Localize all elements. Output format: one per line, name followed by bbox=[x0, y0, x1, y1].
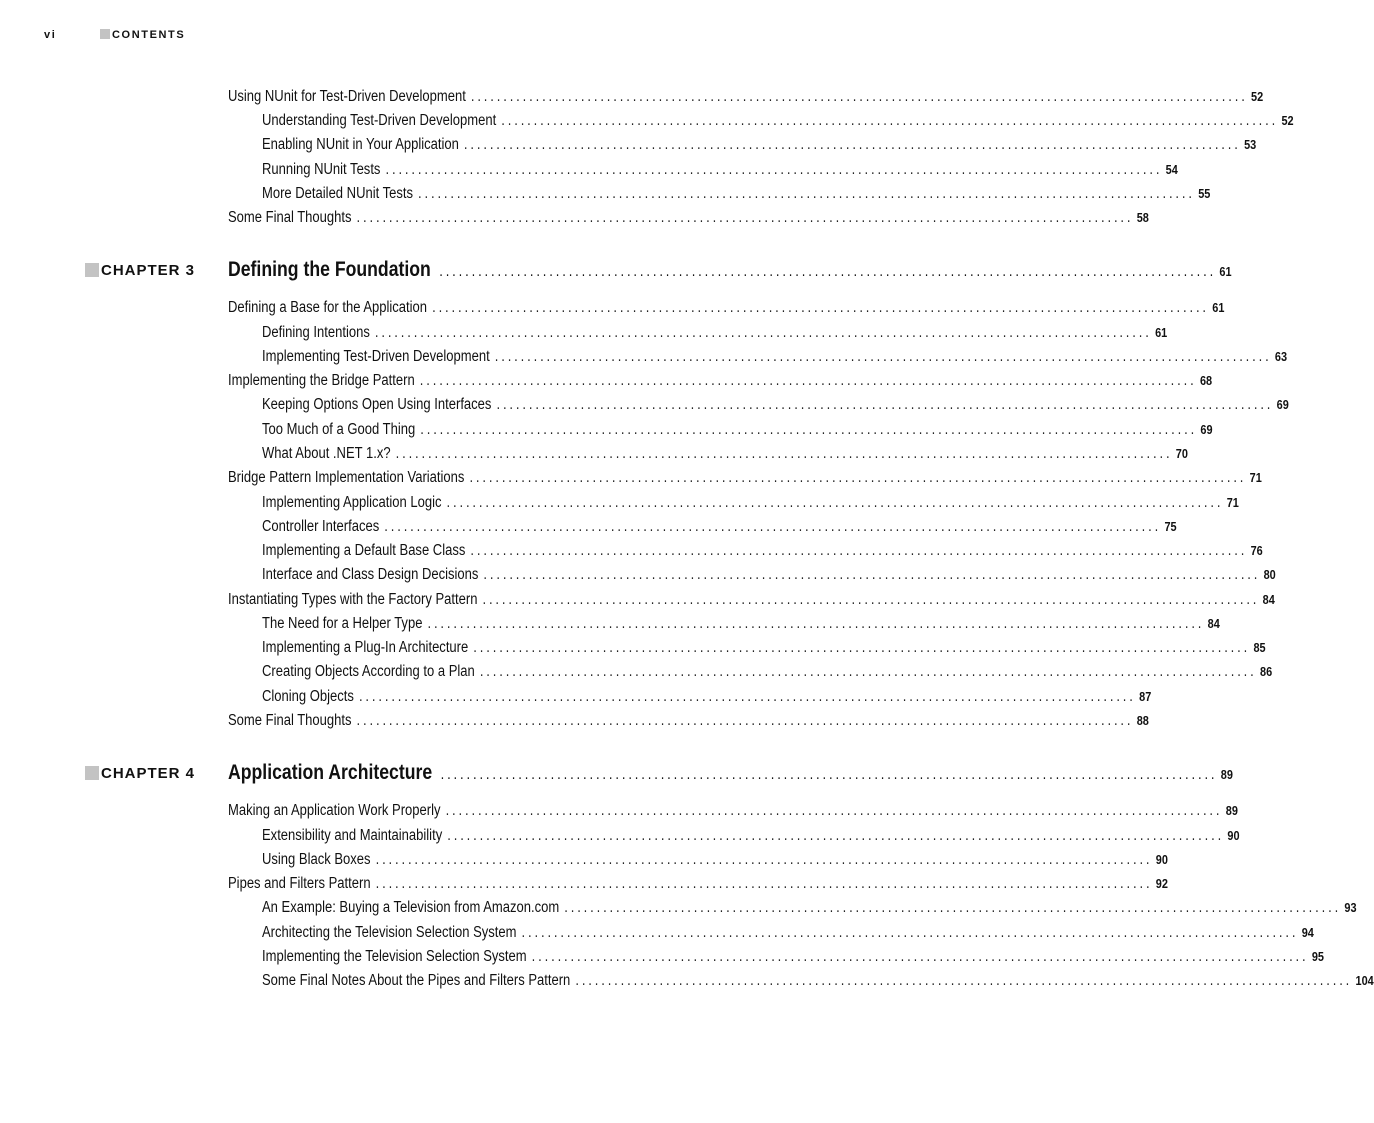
toc-entry-title: Too Much of a Good Thing bbox=[262, 421, 416, 438]
toc-entry[interactable]: Controller Interfaces ........................................................................................................................ 75 bbox=[262, 518, 1177, 535]
toc-entry-title: Using Black Boxes bbox=[262, 851, 371, 868]
toc-entry-page: 61 bbox=[1155, 325, 1168, 340]
toc-entry[interactable]: Implementing the Television Selection System ........................................................................................................................ 95 bbox=[262, 948, 1325, 965]
chapter-title: Application Architecture bbox=[228, 761, 433, 784]
toc-entry[interactable]: Using NUnit for Test-Driven Development ........................................................................................................................ 52 bbox=[228, 88, 1264, 105]
toc-entry-title: Some Final Thoughts bbox=[228, 712, 352, 729]
toc-entry[interactable]: Defining Intentions ........................................................................................................................ 61 bbox=[262, 324, 1168, 341]
chapter-title-row[interactable]: Application Architecture ........................................................................................................................ 89 bbox=[228, 761, 1233, 784]
toc-entry[interactable]: Instantiating Types with the Factory Pattern ........................................................................................................................ 84 bbox=[228, 591, 1275, 608]
running-header bbox=[44, 29, 185, 41]
toc-entry[interactable]: Understanding Test-Driven Development ........................................................................................................................ 52 bbox=[262, 112, 1294, 129]
toc-entry[interactable]: Defining a Base for the Application ........................................................................................................................ 61 bbox=[228, 299, 1225, 316]
chapter-marker-icon bbox=[85, 766, 99, 780]
toc-entry[interactable]: Interface and Class Design Decisions ........................................................................................................................ 80 bbox=[262, 566, 1276, 583]
toc-entry-title: Defining Intentions bbox=[262, 324, 370, 341]
toc-entry[interactable]: Making an Application Work Properly ........................................................................................................................ 89 bbox=[228, 802, 1238, 819]
toc-entry-page: 76 bbox=[1250, 543, 1263, 558]
toc-entry-page: 90 bbox=[1155, 852, 1168, 867]
toc-entry-title: Extensibility and Maintainability bbox=[262, 827, 443, 844]
toc-entry-page: 104 bbox=[1355, 973, 1374, 988]
toc-entry[interactable]: Architecting the Television Selection System ........................................................................................................................ 94 bbox=[262, 924, 1314, 941]
toc-entry[interactable]: The Need for a Helper Type ........................................................................................................................ 84 bbox=[262, 615, 1220, 632]
chapter-label: CHAPTER 4 bbox=[85, 765, 195, 782]
toc-entry-title: Making an Application Work Properly bbox=[228, 802, 441, 819]
toc-entry-page: 69 bbox=[1276, 397, 1289, 412]
toc-entry[interactable]: Some Final Thoughts ........................................................................................................................ 58 bbox=[228, 209, 1149, 226]
toc-entry[interactable]: Creating Objects According to a Plan ........................................................................................................................ 86 bbox=[262, 663, 1273, 680]
toc-entry-title: Architecting the Television Selection System bbox=[262, 924, 517, 941]
toc-entry[interactable]: Bridge Pattern Implementation Variations ........................................................................................................................ 71 bbox=[228, 469, 1262, 486]
section-title: CONTENTS bbox=[112, 29, 186, 41]
section-marker-icon bbox=[100, 29, 110, 39]
toc-entry-title: Some Final Thoughts bbox=[228, 209, 352, 226]
toc-entry[interactable]: Keeping Options Open Using Interfaces ........................................................................................................................ 69 bbox=[262, 396, 1289, 413]
toc-entry-page: 55 bbox=[1198, 186, 1211, 201]
toc-entry-title: An Example: Buying a Television from Amazon.com bbox=[262, 899, 560, 916]
toc-entry-page: 92 bbox=[1155, 876, 1168, 891]
toc-entry-title: Some Final Notes About the Pipes and Filters Pattern bbox=[262, 972, 571, 989]
page-folio: vi bbox=[44, 29, 57, 41]
toc-entry-page: 53 bbox=[1244, 137, 1257, 152]
chapter-label: CHAPTER 3 bbox=[85, 262, 195, 279]
chapter-title: Defining the Foundation bbox=[228, 258, 431, 281]
toc-entry[interactable]: Implementing a Plug-In Architecture ........................................................................................................................ 85 bbox=[262, 639, 1266, 656]
toc-entry-page: 90 bbox=[1227, 828, 1240, 843]
toc-entry-page: 86 bbox=[1259, 664, 1273, 679]
toc-entry-page: 68 bbox=[1199, 373, 1213, 388]
toc-entry-title: Running NUnit Tests bbox=[262, 161, 381, 178]
toc-entry-title: Defining a Base for the Application bbox=[228, 299, 428, 316]
toc-entry-title: Enabling NUnit in Your Application bbox=[262, 136, 459, 153]
toc-entry-page: 93 bbox=[1344, 900, 1357, 915]
toc-entry-page: 88 bbox=[1136, 713, 1149, 728]
toc-entry[interactable]: Too Much of a Good Thing ........................................................................................................................ 69 bbox=[262, 421, 1213, 438]
toc-entry[interactable]: Implementing Test-Driven Development ........................................................................................................................ 63 bbox=[262, 348, 1288, 365]
toc-entry-title: Implementing Test-Driven Development bbox=[262, 348, 490, 365]
toc-entry-title: Creating Objects According to a Plan bbox=[262, 663, 475, 680]
toc-entry-page: 52 bbox=[1281, 113, 1294, 128]
toc-entry-title: The Need for a Helper Type bbox=[262, 615, 423, 632]
chapter-page: 89 bbox=[1220, 767, 1233, 782]
toc-entry[interactable]: Enabling NUnit in Your Application ........................................................................................................................ 53 bbox=[262, 136, 1257, 153]
toc-entry-title: Implementing the Television Selection System bbox=[262, 948, 527, 965]
toc-entry[interactable]: Some Final Thoughts ........................................................................................................................ 88 bbox=[228, 712, 1149, 729]
toc-entry-page: 71 bbox=[1226, 495, 1239, 510]
toc-entry-title: Cloning Objects bbox=[262, 688, 354, 705]
toc-entry-title: What About .NET 1.x? bbox=[262, 445, 391, 462]
toc-entry-page: 71 bbox=[1249, 470, 1262, 485]
toc-entry[interactable]: Extensibility and Maintainability ........................................................................................................................ 90 bbox=[262, 827, 1240, 844]
toc-entry-title: Understanding Test-Driven Development bbox=[262, 112, 497, 129]
toc-entry-page: 54 bbox=[1165, 162, 1178, 177]
toc-entry-page: 80 bbox=[1263, 567, 1276, 582]
toc-entry-page: 69 bbox=[1200, 422, 1213, 437]
toc-entry-page: 84 bbox=[1262, 592, 1275, 607]
toc-entry-title: Implementing Application Logic bbox=[262, 494, 442, 511]
toc-entry[interactable]: An Example: Buying a Television from Amazon.com ........................................................................................................................ 93 bbox=[262, 899, 1357, 916]
toc-entry[interactable]: What About .NET 1.x? ........................................................................................................................ 70 bbox=[262, 445, 1188, 462]
toc-entry[interactable]: More Detailed NUnit Tests ........................................................................................................................ 55 bbox=[262, 185, 1211, 202]
toc-entry-title: Bridge Pattern Implementation Variations bbox=[228, 469, 465, 486]
toc-entry-page: 75 bbox=[1164, 519, 1177, 534]
toc-entry-page: 85 bbox=[1253, 640, 1266, 655]
toc-entry-title: Controller Interfaces bbox=[262, 518, 380, 535]
toc-entry-page: 84 bbox=[1207, 616, 1220, 631]
toc-entry[interactable]: Implementing Application Logic ........................................................................................................................ 71 bbox=[262, 494, 1239, 511]
toc-entry-page: 95 bbox=[1311, 949, 1325, 964]
toc-entry-title: Interface and Class Design Decisions bbox=[262, 566, 479, 583]
toc-entry-title: More Detailed NUnit Tests bbox=[262, 185, 414, 202]
toc-entry[interactable]: Pipes and Filters Pattern ........................................................................................................................ 92 bbox=[228, 875, 1168, 892]
toc-entry-title: Implementing the Bridge Pattern bbox=[228, 372, 415, 389]
chapter-marker-icon bbox=[85, 263, 99, 277]
toc-entry[interactable]: Implementing the Bridge Pattern ........................................................................................................................ 68 bbox=[228, 372, 1213, 389]
toc-entry-title: Implementing a Plug-In Architecture bbox=[262, 639, 469, 656]
chapter-title-row[interactable]: Defining the Foundation ........................................................................................................................ 61 bbox=[228, 258, 1232, 281]
toc-entry[interactable]: Implementing a Default Base Class ........................................................................................................................ 76 bbox=[262, 542, 1263, 559]
toc-entry-page: 52 bbox=[1251, 89, 1264, 104]
toc-entry-page: 63 bbox=[1274, 349, 1288, 364]
toc-entry-page: 87 bbox=[1139, 689, 1152, 704]
toc-entry-page: 89 bbox=[1225, 803, 1238, 818]
toc-entry[interactable]: Cloning Objects ........................................................................................................................ 87 bbox=[262, 688, 1152, 705]
toc-entry-title: Implementing a Default Base Class bbox=[262, 542, 466, 559]
toc-entry-title: Keeping Options Open Using Interfaces bbox=[262, 396, 492, 413]
toc-entry[interactable]: Using Black Boxes ........................................................................................................................ 90 bbox=[262, 851, 1168, 868]
toc-entry-page: 94 bbox=[1301, 925, 1314, 940]
toc-entry-title: Instantiating Types with the Factory Pattern bbox=[228, 591, 478, 608]
toc-entry[interactable]: Some Final Notes About the Pipes and Filters Pattern ........................................................................................................................ 104 bbox=[262, 972, 1374, 989]
chapter-page: 61 bbox=[1219, 264, 1232, 279]
toc-entry-page: 70 bbox=[1175, 446, 1188, 461]
toc-entry-page: 61 bbox=[1212, 300, 1225, 315]
toc-entry-page: 58 bbox=[1136, 210, 1149, 225]
toc-entry-title: Pipes and Filters Pattern bbox=[228, 875, 371, 892]
toc-entry-title: Using NUnit for Test-Driven Development bbox=[228, 88, 466, 105]
toc-entry[interactable]: Running NUnit Tests ........................................................................................................................ 54 bbox=[262, 161, 1178, 178]
